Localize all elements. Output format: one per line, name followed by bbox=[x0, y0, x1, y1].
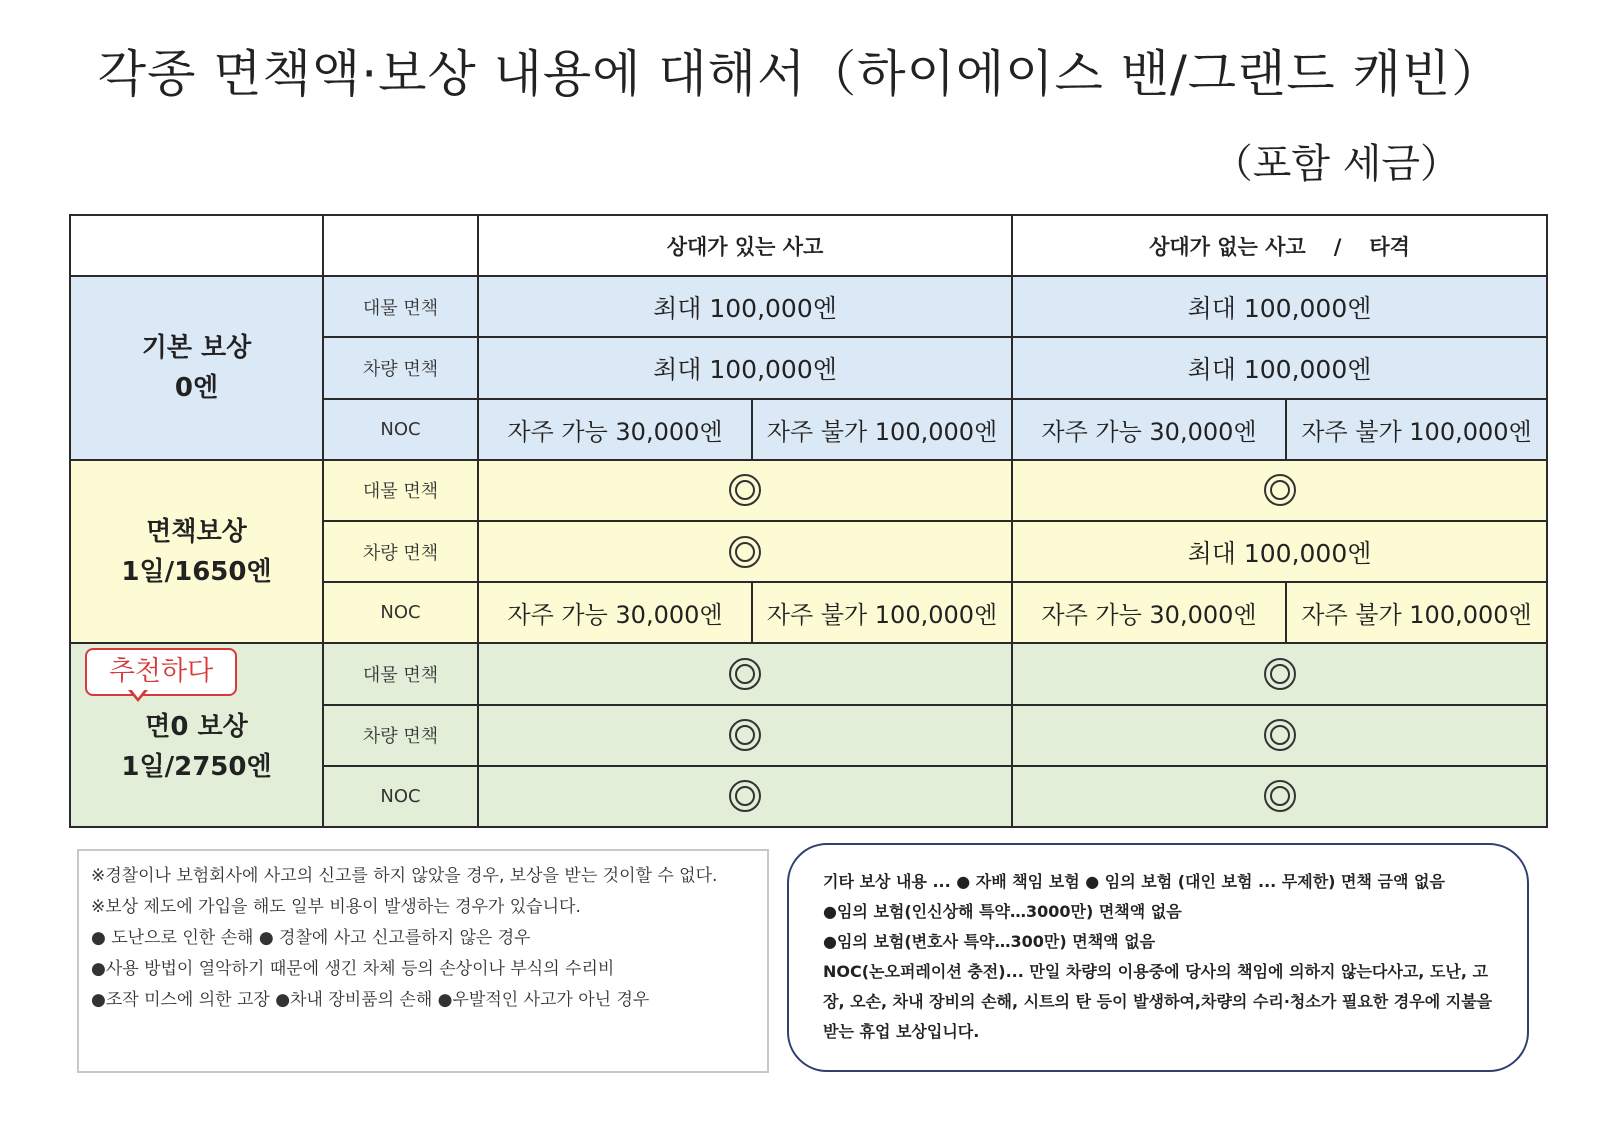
note-line: ● 도난으로 인한 손해 ● 경찰에 사고 신고를하지 않은 경우 bbox=[91, 928, 531, 948]
value-cell: 자주 불가 100,000엔 bbox=[752, 399, 1012, 460]
double-circle-icon bbox=[1264, 474, 1296, 506]
notes-right-box bbox=[787, 843, 1529, 1072]
table-row bbox=[70, 276, 1547, 337]
covered-cell bbox=[478, 643, 1012, 704]
covered-cell bbox=[1012, 766, 1547, 827]
header-with-party: 상대가 있는 사고 bbox=[478, 215, 1012, 276]
covered-cell bbox=[1012, 460, 1547, 521]
covered-cell bbox=[1012, 643, 1547, 704]
table-row bbox=[70, 460, 1547, 521]
group-price: 1일/1650엔 bbox=[121, 556, 272, 587]
note-line: ●조작 미스에 의한 고장 ●차내 장비품의 손해 ●우발적인 사고가 아닌 경우 bbox=[91, 990, 650, 1010]
header-empty-cell bbox=[70, 215, 323, 276]
value-cell: 자주 가능 30,000엔 bbox=[478, 582, 752, 643]
tax-note: （포함 세금） bbox=[1212, 141, 1460, 187]
row-label-noc: NOC bbox=[323, 399, 478, 460]
row-label-property: 대물 면책 bbox=[323, 460, 478, 521]
value-cell: 최대 100,000엔 bbox=[1012, 521, 1547, 582]
table-row bbox=[70, 643, 1547, 704]
header-without-party: 상대가 없는 사고 / 타격 bbox=[1012, 215, 1547, 276]
double-circle-icon bbox=[729, 536, 761, 568]
note-line: ●사용 방법이 열악하기 때문에 생긴 차체 등의 손상이나 부식의 수리비 bbox=[91, 959, 615, 979]
note-line: ●임의 보험(변호사 특약…300만) 면책액 없음 bbox=[823, 932, 1156, 951]
notes-left-box bbox=[77, 849, 769, 1073]
value-cell: 자주 불가 100,000엔 bbox=[1286, 399, 1547, 460]
coverage-table bbox=[69, 214, 1548, 828]
header-empty-cell bbox=[323, 215, 478, 276]
recommend-badge: 추천하다 bbox=[85, 648, 237, 696]
value-cell: 자주 가능 30,000엔 bbox=[1012, 399, 1286, 460]
double-circle-icon bbox=[729, 474, 761, 506]
value-cell: 자주 불가 100,000엔 bbox=[1286, 582, 1547, 643]
group-exemption bbox=[70, 460, 323, 644]
row-label-vehicle: 차량 면책 bbox=[323, 705, 478, 766]
double-circle-icon bbox=[729, 780, 761, 812]
value-cell: 자주 불가 100,000엔 bbox=[752, 582, 1012, 643]
covered-cell bbox=[478, 521, 1012, 582]
value-cell: 자주 가능 30,000엔 bbox=[478, 399, 752, 460]
note-line: ※보상 제도에 가입을 해도 일부 비용이 발생하는 경우가 있습니다. bbox=[91, 897, 581, 917]
value-cell: 최대 100,000엔 bbox=[478, 276, 1012, 337]
value-cell: 자주 가능 30,000엔 bbox=[1012, 582, 1286, 643]
group-title: 기본 보상 bbox=[141, 332, 252, 363]
row-label-vehicle: 차량 면책 bbox=[323, 337, 478, 398]
row-label-noc: NOC bbox=[323, 766, 478, 827]
group-price: 1일/2750엔 bbox=[121, 752, 272, 783]
covered-cell bbox=[478, 766, 1012, 827]
double-circle-icon bbox=[729, 658, 761, 690]
double-circle-icon bbox=[1264, 719, 1296, 751]
covered-cell bbox=[478, 705, 1012, 766]
table-header-row bbox=[70, 215, 1547, 276]
double-circle-icon bbox=[1264, 780, 1296, 812]
value-cell: 최대 100,000엔 bbox=[1012, 337, 1547, 398]
row-label-property: 대물 면책 bbox=[323, 276, 478, 337]
note-line: NOC(논오퍼레이션 충전)... 만일 차량의 이용중에 당사의 책임에 의하지 않는다사고, 도난, 고장, 오손, 차내 장비의 손해, 시트의 탄 등이 발생하여,차량의 수리·청소가 필요한 경우에 지불을 받는 휴업 보상입니다. bbox=[823, 962, 1493, 1041]
group-basic bbox=[70, 276, 323, 460]
note-line: 기타 보상 내용 ... ● 자배 책임 보험 ● 임의 보험 (대인 보험 ... 무제한) 면책 금액 없음 bbox=[823, 872, 1445, 891]
recommend-badge-tail-inner bbox=[131, 689, 145, 698]
note-line: ●임의 보험(인신상해 특약…3000만) 면책액 없음 bbox=[823, 902, 1182, 921]
double-circle-icon bbox=[1264, 658, 1296, 690]
value-cell: 최대 100,000엔 bbox=[478, 337, 1012, 398]
row-label-vehicle: 차량 면책 bbox=[323, 521, 478, 582]
row-label-noc: NOC bbox=[323, 582, 478, 643]
group-title: 면책보상 bbox=[146, 516, 247, 547]
value-cell: 최대 100,000엔 bbox=[1012, 276, 1547, 337]
covered-cell bbox=[1012, 705, 1547, 766]
group-title: 면0 보상 bbox=[145, 712, 248, 743]
double-circle-icon bbox=[729, 719, 761, 751]
page-title: 각종 면책액·보상 내용에 대해서（하이에이스 밴/그랜드 캐빈） bbox=[97, 45, 1503, 103]
group-price: 0엔 bbox=[174, 372, 219, 403]
covered-cell bbox=[478, 460, 1012, 521]
row-label-property: 대물 면책 bbox=[323, 643, 478, 704]
note-line: ※경찰이나 보험회사에 사고의 신고를 하지 않았을 경우, 보상을 받는 것이할 수 없다. bbox=[91, 866, 718, 886]
